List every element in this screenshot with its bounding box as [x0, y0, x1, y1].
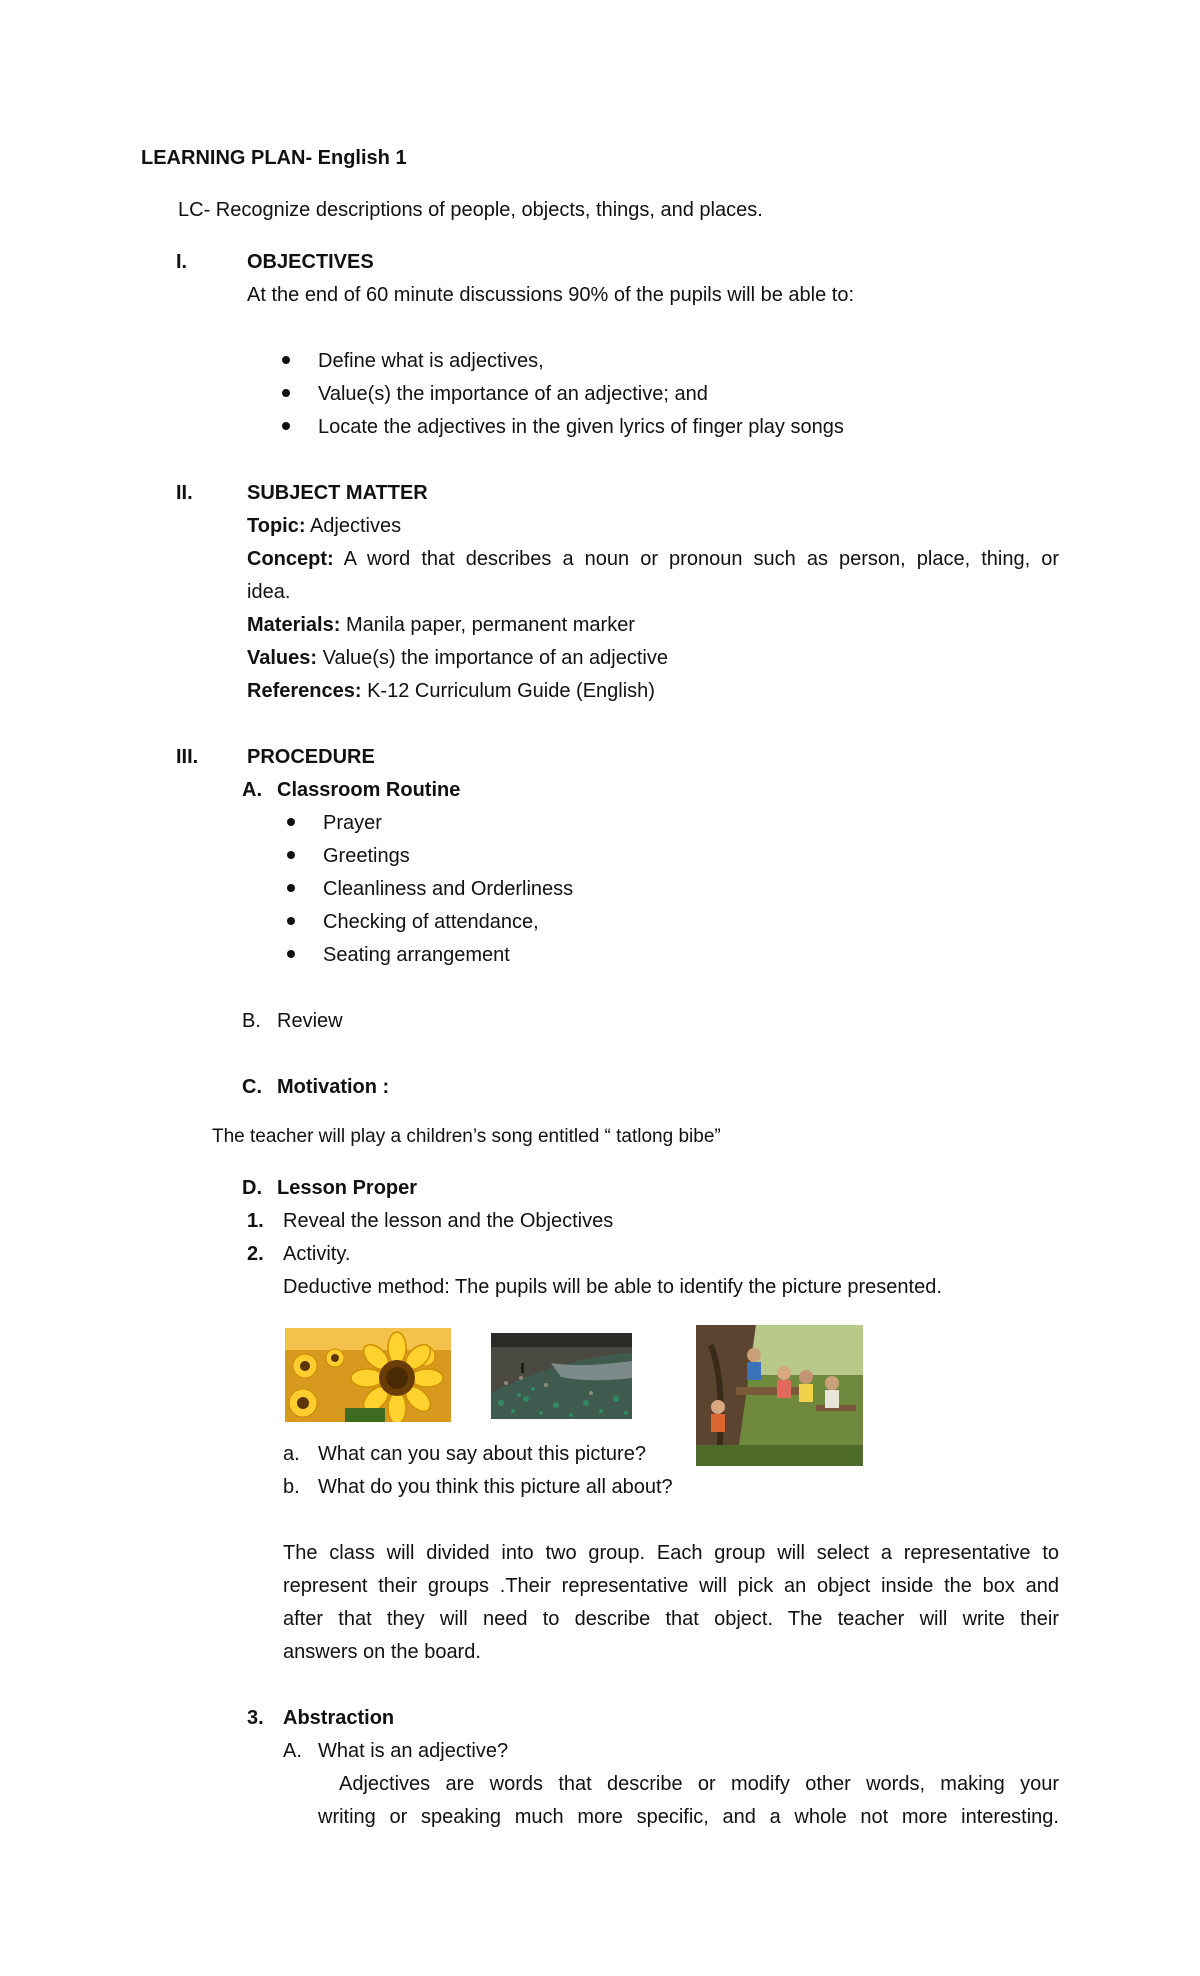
question-letter: b.	[283, 1476, 300, 1498]
lesson-heading: Lesson Proper	[277, 1177, 418, 1199]
materials-label: Materials:	[247, 614, 341, 636]
routine-item: Checking of attendance,	[323, 911, 539, 933]
values-line	[247, 645, 668, 671]
values-value: Value(s) the importance of an adjective	[322, 647, 668, 669]
section-numeral-subject-matter: II.	[176, 482, 193, 504]
step-number: 2.	[247, 1243, 264, 1265]
subject-matter-heading: SUBJECT MATTER	[247, 482, 428, 504]
document-title: LEARNING PLAN- English 1	[141, 147, 407, 169]
step-number: 1.	[247, 1210, 264, 1232]
step-text: Reveal the lesson and the Objectives	[283, 1210, 614, 1232]
step-text: Activity.	[283, 1243, 351, 1265]
bullet	[282, 389, 290, 397]
question-letter: a.	[283, 1443, 300, 1465]
materials-line	[247, 612, 635, 638]
procedure-heading: PROCEDURE	[247, 746, 375, 768]
review-heading: Review	[277, 1010, 343, 1032]
references-label: References:	[247, 680, 362, 702]
question-b: What do you think this picture all about?	[318, 1476, 673, 1498]
section-numeral-procedure: III.	[176, 746, 199, 768]
concept-value-continued: idea.	[247, 581, 291, 603]
polluted-river-illustration	[491, 1333, 632, 1419]
objectives-heading: OBJECTIVES	[247, 251, 374, 273]
topic-value: Adjectives	[309, 515, 402, 537]
sunflower-illustration	[285, 1328, 451, 1422]
question-a: What can you say about this picture?	[318, 1443, 646, 1465]
objectives-intro: At the end of 60 minute discussions 90% of the pupils will be able to:	[247, 284, 855, 306]
bullet	[287, 950, 295, 958]
motivation-heading: Motivation :	[277, 1076, 390, 1098]
polluted-river-photo	[491, 1333, 632, 1419]
concept-label: Concept:	[247, 548, 334, 570]
routine-letter: A.	[242, 779, 262, 801]
motivation-text: The teacher will play a children’s song entitled “ tatlong bibe”	[212, 1126, 721, 1147]
step-number: 3.	[247, 1707, 264, 1729]
activity-paragraph-line: The class will divided into two group. Each group will select a representative to	[283, 1542, 1059, 1564]
abstraction-answer-line: Adjectives are words that describe or modify other words, making your	[339, 1773, 1059, 1795]
motivation-letter: C.	[242, 1076, 262, 1098]
abstraction-letter: A.	[283, 1740, 302, 1762]
routine-item: Prayer	[323, 812, 382, 834]
references-line	[247, 678, 655, 704]
children-tree-house-illustration	[696, 1325, 863, 1466]
bullet	[287, 851, 295, 859]
routine-item: Cleanliness and Orderliness	[323, 878, 574, 900]
abstraction-question: What is an adjective?	[318, 1740, 509, 1762]
review-letter: B.	[242, 1010, 261, 1032]
objective-item: Value(s) the importance of an adjective; and	[318, 383, 708, 405]
children-tree-house-photo	[696, 1325, 863, 1466]
materials-value: Manila paper, permanent marker	[345, 614, 635, 636]
routine-item: Greetings	[323, 845, 410, 867]
abstraction-answer-line: writing or speaking much more specific, and a whole not more interesting.	[318, 1806, 1059, 1828]
concept-line	[247, 546, 1059, 572]
topic-line	[247, 513, 401, 539]
bullet	[287, 884, 295, 892]
deductive-method-text: Deductive method: The pupils will be able to identify the picture presented.	[283, 1276, 942, 1298]
section-numeral-objectives: I.	[176, 251, 188, 273]
bullet	[287, 818, 295, 826]
objective-item: Define what is adjectives,	[318, 350, 544, 372]
routine-item: Seating arrangement	[323, 944, 510, 966]
sunflower-field-photo	[285, 1328, 451, 1422]
bullet	[282, 356, 290, 364]
activity-paragraph-line: represent their groups .Their representative will pick an object inside the box and	[283, 1575, 1059, 1597]
routine-heading: Classroom Routine	[277, 779, 461, 801]
learning-competency: LC- Recognize descriptions of people, objects, things, and places.	[178, 199, 763, 221]
references-value: K-12 Curriculum Guide (English)	[367, 680, 655, 702]
activity-paragraph-line: answers on the board.	[283, 1641, 481, 1663]
concept-value: A word that describes a noun or pronoun such as person, place, thing, or	[343, 548, 1060, 570]
abstraction-heading: Abstraction	[283, 1707, 395, 1729]
topic-label: Topic:	[247, 515, 306, 537]
values-label: Values:	[247, 647, 318, 669]
objective-item: Locate the adjectives in the given lyrics of finger play songs	[318, 416, 844, 438]
activity-paragraph-line: after that they will need to describe that object. The teacher will write their	[283, 1608, 1059, 1630]
lesson-letter: D.	[242, 1177, 262, 1199]
bullet	[287, 917, 295, 925]
bullet	[282, 422, 290, 430]
